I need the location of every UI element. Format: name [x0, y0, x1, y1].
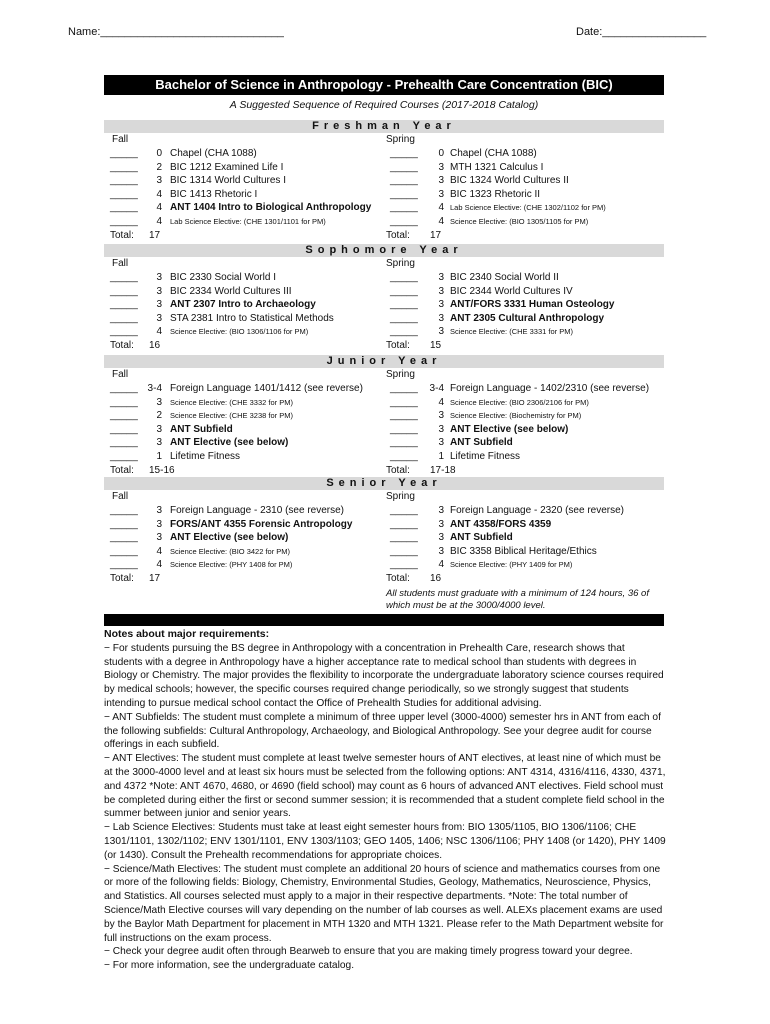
course-name: ANT 2305 Cultural Anthropology [450, 312, 605, 324]
semester-total [386, 572, 666, 585]
course-row [104, 161, 384, 175]
checkoff-blank[interactable]: _____ [110, 285, 138, 297]
date-field-label: Date:_________________ [576, 26, 707, 38]
checkoff-blank[interactable]: _____ [390, 326, 418, 338]
semester-total [104, 229, 384, 242]
course-hours: 3 [156, 175, 162, 187]
checkoff-blank[interactable]: _____ [390, 437, 418, 449]
course-row [386, 161, 666, 175]
checkoff-blank[interactable]: _____ [390, 559, 418, 571]
course-name: Science Elective: (BIO 2306/2106 for PM) [450, 397, 589, 407]
year-heading: Sophomore Year [104, 244, 664, 257]
course-name: Lab Science Elective: (CHE 1301/1101 for PM) [170, 216, 326, 226]
total-label: Total: [386, 229, 410, 241]
course-name: BIC 2334 World Cultures III [170, 285, 292, 297]
course-name: BIC 3358 Biblical Heritage/Ethics [450, 545, 597, 557]
total-label: Total: [386, 464, 410, 476]
course-hours: 4 [156, 545, 162, 557]
course-row [386, 531, 666, 545]
checkoff-blank[interactable]: _____ [390, 188, 418, 200]
course-hours: 4 [156, 559, 162, 571]
total-label: Total: [110, 464, 134, 476]
course-name: BIC 1212 Examined Life I [170, 161, 284, 173]
course-hours: 3 [438, 437, 444, 449]
checkoff-blank[interactable]: _____ [110, 326, 138, 338]
course-hours: 3 [438, 545, 444, 557]
course-hours: 3 [156, 299, 162, 311]
course-name: Lab Science Elective: (CHE 1302/1102 for PM) [450, 203, 606, 213]
course-row [386, 450, 666, 464]
checkoff-blank[interactable]: _____ [390, 518, 418, 530]
course-name: BIC 1323 Rhetoric II [450, 188, 541, 200]
course-hours: 3 [438, 410, 444, 422]
checkoff-blank[interactable]: _____ [390, 175, 418, 187]
semester-total [386, 229, 666, 242]
course-name: ANT/FORS 3331 Human Osteology [450, 299, 615, 311]
course-hours: 3 [438, 423, 444, 435]
course-hours: 3 [438, 272, 444, 283]
course-hours: 3 [156, 312, 162, 324]
checkoff-blank[interactable]: _____ [110, 215, 138, 227]
course-row [104, 147, 384, 161]
total-label: Total: [386, 339, 410, 351]
checkoff-blank[interactable]: _____ [110, 161, 138, 173]
year-heading: Senior Year [104, 477, 664, 490]
course-hours: 3 [438, 532, 444, 544]
course-name: ANT Elective (see below) [170, 532, 289, 544]
divider-bar [104, 614, 664, 626]
checkoff-blank[interactable]: _____ [110, 437, 138, 449]
course-hours: 4 [438, 202, 444, 214]
course-name: ANT 2307 Intro to Archaeology [170, 299, 316, 311]
checkoff-blank[interactable]: _____ [110, 396, 138, 408]
course-row [104, 174, 384, 188]
semester-label: Fall [112, 134, 129, 145]
course-row [104, 382, 384, 396]
course-name: Science Elective: (BIO 3422 for PM) [170, 546, 291, 556]
semester-label: Fall [112, 258, 129, 269]
total-hours: 17 [149, 229, 161, 241]
course-hours: 1 [156, 450, 162, 462]
notes-section [104, 628, 666, 973]
course-name: FORS/ANT 4355 Forensic Antropology [170, 518, 353, 530]
course-hours: 3 [438, 175, 444, 187]
semester-label: Fall [112, 369, 129, 380]
fall-semester [104, 133, 384, 242]
course-name: BIC 1413 Rhetoric I [170, 188, 258, 200]
course-name: Science Elective: (CHE 3238 for PM) [170, 411, 293, 421]
course-row [104, 271, 384, 285]
checkoff-blank[interactable]: _____ [110, 410, 138, 422]
course-row [104, 436, 384, 450]
course-hours: 1 [438, 450, 444, 462]
course-name: Science Elective: (CHE 3331 for PM) [450, 327, 573, 337]
semester-total [104, 464, 384, 477]
course-row [386, 396, 666, 410]
course-row [386, 518, 666, 532]
year-heading: Junior Year [104, 355, 664, 368]
course-name: ANT 1404 Intro to Biological Anthropology [170, 202, 372, 214]
semester-label: Spring [386, 491, 415, 502]
course-name: Lifetime Fitness [450, 450, 521, 462]
spring-semester [386, 490, 666, 585]
course-hours: 3 [156, 437, 162, 449]
course-name: Chapel (CHA 1088) [170, 148, 257, 159]
course-hours: 4 [156, 326, 162, 338]
checkoff-blank[interactable]: _____ [390, 312, 418, 324]
course-row [386, 215, 666, 229]
course-row [104, 298, 384, 312]
course-hours: 3 [438, 518, 444, 530]
course-name: STA 2381 Intro to Statistical Methods [170, 312, 334, 324]
course-hours: 3 [156, 423, 162, 435]
course-name: Science Elective: (PHY 1409 for PM) [450, 560, 573, 570]
course-name: ANT 4358/FORS 4359 [450, 518, 552, 530]
checkoff-blank[interactable]: _____ [390, 215, 418, 227]
checkoff-blank[interactable]: _____ [390, 532, 418, 544]
course-row [104, 325, 384, 339]
checkoff-blank[interactable]: _____ [110, 545, 138, 557]
total-label: Total: [110, 339, 134, 351]
semester-label: Spring [386, 258, 415, 269]
course-hours: 3 [438, 312, 444, 324]
checkoff-blank[interactable]: _____ [110, 272, 138, 283]
course-row [386, 423, 666, 437]
course-hours: 3-4 [429, 383, 444, 394]
course-hours: 3 [438, 299, 444, 311]
course-hours: 3 [156, 532, 162, 544]
checkoff-blank[interactable]: _____ [110, 518, 138, 530]
course-row [386, 298, 666, 312]
note-paragraph: − ANT Subfields: The student must complete a minimum of three upper level (3000-4000) semester hrs in ANT from each of the following subfields: Cultural Anthropology, Archaeology, and Biological Anthropology. See your degree audit for course offerings in each subfield. [104, 711, 661, 751]
course-name: BIC 1324 World Cultures II [450, 175, 569, 187]
checkoff-blank[interactable]: _____ [390, 396, 418, 408]
course-hours: 2 [156, 410, 162, 422]
course-row [104, 201, 384, 215]
course-name: Foreign Language - 2310 (see reverse) [170, 505, 344, 516]
course-hours: 4 [438, 215, 444, 227]
course-name: Science Elective: (PHY 1408 for PM) [170, 560, 293, 570]
note-paragraph: − ANT Electives: The student must complete at least twelve semester hours of ANT electives, at least nine of which must be at the 3000-4000 level and at least six hours must be selected from the following options: ANT 4314, 4316/4116, 4330, 4371, and 4372 *Note: ANT 4670, 4680, or 4690 (field school) may count as 6 hours of advanced ANT electives. Field school must be completed during either the first or second summer session; it is recommended that a student complete field school in the summer between junior and senior years. [104, 753, 666, 820]
note-paragraph: − For students pursuing the BS degree in Anthropology with a concentration in Prehealth Care, research shows that students with a degree in Anthropology have a higher acceptance rate to medical school than students with degrees in Biology or Chemistry. The major provides the flexibility to incorporate the undergraduate laboratory science courses required by medical schools; however, the specific courses required change periodically, so we strongly suggest that students intending to pursue medical school contact the Office of Prehealth Studies for additional advising. [104, 642, 664, 709]
semester-label: Spring [386, 134, 415, 145]
course-hours: 3 [438, 285, 444, 297]
page-subtitle: A Suggested Sequence of Required Courses (2017-2018 Catalog) [229, 99, 539, 111]
spring-semester [386, 257, 666, 352]
course-hours: 2 [156, 161, 162, 173]
checkoff-blank[interactable]: _____ [390, 423, 418, 435]
course-row [104, 518, 384, 532]
course-row [386, 382, 666, 396]
course-row [104, 312, 384, 326]
graduation-note: All students must graduate with a minimum of 124 hours, 36 of which must be at the 3000/4000 level. [386, 588, 649, 611]
course-name: ANT Elective (see below) [170, 437, 289, 449]
checkoff-blank[interactable]: _____ [110, 532, 138, 544]
course-hours: 4 [438, 559, 444, 571]
course-row [104, 504, 384, 518]
course-row [386, 188, 666, 202]
course-name: Science Elective: (CHE 3332 for PM) [170, 397, 293, 407]
name-field-label: Name:______________________________ [68, 26, 284, 38]
course-hours: 3 [156, 518, 162, 530]
course-hours: 4 [156, 215, 162, 227]
course-hours: 3 [156, 396, 162, 408]
checkoff-blank[interactable]: _____ [390, 148, 418, 159]
course-row [386, 325, 666, 339]
course-hours: 3 [156, 272, 162, 283]
note-paragraph: − Lab Science Electives: Students must take at least eight semester hours from: BIO 1305/1105, BIO 1306/1106; CHE 1301/1101, 1302/1102; ENV 1301/1101, ENV 1303/1103; GEO 1405, 1406; NSC 1306/1106; PHY 1408 (or 1420), PHY 1409 (or 1430). Consult the Prehealth recommendations for appropriate choices. [104, 822, 666, 861]
total-hours: 15 [430, 339, 442, 351]
checkoff-blank[interactable]: _____ [110, 559, 138, 571]
semester-total [104, 339, 384, 352]
checkoff-blank[interactable]: _____ [390, 545, 418, 557]
semester-total [386, 339, 666, 352]
course-hours: 3 [156, 505, 162, 516]
course-row [104, 409, 384, 423]
course-name: ANT Subfield [450, 437, 513, 449]
course-row [104, 531, 384, 545]
note-paragraph: − Check your degree audit often through Bearweb to ensure that you are making timely progress toward your degree. [104, 946, 633, 958]
total-hours: 17 [430, 229, 442, 241]
checkoff-blank[interactable]: _____ [110, 202, 138, 214]
course-name: BIC 1314 World Cultures I [170, 175, 286, 187]
course-row [386, 201, 666, 215]
total-hours: 16 [430, 572, 442, 584]
course-row [386, 436, 666, 450]
course-name: Foreign Language - 1402/2310 (see reverse) [450, 383, 650, 394]
checkoff-blank[interactable]: _____ [390, 272, 418, 283]
course-row [386, 545, 666, 559]
checkoff-blank[interactable]: _____ [390, 285, 418, 297]
semester-total [104, 572, 384, 585]
course-name: Lifetime Fitness [170, 450, 241, 462]
course-hours: 0 [156, 148, 162, 159]
course-row [104, 423, 384, 437]
spring-semester [386, 368, 666, 477]
fall-semester [104, 490, 384, 585]
course-row [386, 409, 666, 423]
checkoff-blank[interactable]: _____ [390, 505, 418, 516]
course-hours: 3 [438, 161, 444, 173]
semester-total [386, 464, 666, 477]
notes-heading: Notes about major requirements: [104, 628, 270, 640]
total-hours: 17 [149, 572, 161, 584]
checkoff-blank[interactable]: _____ [390, 383, 418, 394]
course-row [386, 558, 666, 572]
fall-semester [104, 368, 384, 477]
course-name: BIC 2330 Social World I [170, 272, 276, 283]
course-row [386, 174, 666, 188]
course-name: ANT Subfield [450, 532, 513, 544]
course-row [104, 396, 384, 410]
course-row [104, 215, 384, 229]
total-label: Total: [110, 229, 134, 241]
course-name: BIC 2340 Social World II [450, 272, 559, 283]
page-title: Bachelor of Science in Anthropology - Prehealth Care Concentration (BIC) [104, 75, 664, 95]
course-row [104, 545, 384, 559]
checkoff-blank[interactable]: _____ [110, 188, 138, 200]
course-row [104, 188, 384, 202]
checkoff-blank[interactable]: _____ [390, 450, 418, 462]
semester-label: Fall [112, 491, 129, 502]
course-row [386, 147, 666, 161]
spring-semester [386, 133, 666, 242]
total-hours: 15-16 [149, 464, 175, 476]
course-name: ANT Elective (see below) [450, 423, 569, 435]
note-paragraph: − Science/Math Electives: The student must complete an additional 20 hours of science and mathematics courses from one or more of the following fields: Biology, Chemistry, Environmental Studies, Geology, Mathematics, Neuroscience, Physics, and Statistics. All courses selected must apply to a major in their respective departments. *Note: The total number of Science/Math Elective courses will vary depending on the number of lab courses as well. ALEXs placement exams are used by the Baylor Math Department for placement in MTH 1320 and MTH 1321. Please refer to the Math Department website for full instructions on the exam process. [104, 863, 664, 944]
semester-label: Spring [386, 369, 415, 380]
total-hours: 17-18 [430, 464, 456, 476]
course-row [104, 558, 384, 572]
course-hours: 3 [438, 326, 444, 338]
course-name: Foreign Language - 2320 (see reverse) [450, 505, 624, 516]
course-row [386, 312, 666, 326]
course-row [386, 285, 666, 299]
total-hours: 16 [149, 339, 161, 351]
course-hours: 4 [156, 188, 162, 200]
note-paragraph: − For more information, see the undergraduate catalog. [104, 960, 355, 972]
course-name: MTH 1321 Calculus I [450, 161, 544, 173]
checkoff-blank[interactable]: _____ [110, 423, 138, 435]
total-label: Total: [386, 572, 410, 584]
checkoff-blank[interactable]: _____ [390, 202, 418, 214]
checkoff-blank[interactable]: _____ [110, 505, 138, 516]
checkoff-blank[interactable]: _____ [390, 410, 418, 422]
course-name: Science Elective: (Biochemistry for PM) [450, 411, 582, 421]
checkoff-blank[interactable]: _____ [110, 175, 138, 187]
course-hours: 3 [438, 188, 444, 200]
course-hours: 0 [438, 148, 444, 159]
course-row [386, 504, 666, 518]
total-label: Total: [110, 572, 134, 584]
course-name: BIC 2344 World Cultures IV [450, 285, 573, 297]
checkoff-blank[interactable]: _____ [110, 450, 138, 462]
checkoff-blank[interactable]: _____ [110, 383, 138, 394]
checkoff-blank[interactable]: _____ [110, 148, 138, 159]
course-name: Foreign Language 1401/1412 (see reverse) [170, 383, 363, 394]
checkoff-blank[interactable]: _____ [390, 161, 418, 173]
course-name: ANT Subfield [170, 423, 233, 435]
course-hours: 4 [438, 396, 444, 408]
course-row [104, 285, 384, 299]
checkoff-blank[interactable]: _____ [390, 299, 418, 311]
course-row [104, 450, 384, 464]
course-hours: 3-4 [147, 383, 162, 394]
year-heading: Freshman Year [104, 120, 664, 133]
course-row [386, 271, 666, 285]
course-name: Chapel (CHA 1088) [450, 148, 537, 159]
fall-semester [104, 257, 384, 352]
course-name: Science Elective: (BIO 1306/1106 for PM) [170, 327, 309, 337]
checkoff-blank[interactable]: _____ [110, 299, 138, 311]
course-hours: 4 [156, 202, 162, 214]
course-hours: 3 [156, 285, 162, 297]
course-hours: 3 [438, 505, 444, 516]
checkoff-blank[interactable]: _____ [110, 312, 138, 324]
course-name: Science Elective: (BIO 1305/1105 for PM) [450, 216, 589, 226]
